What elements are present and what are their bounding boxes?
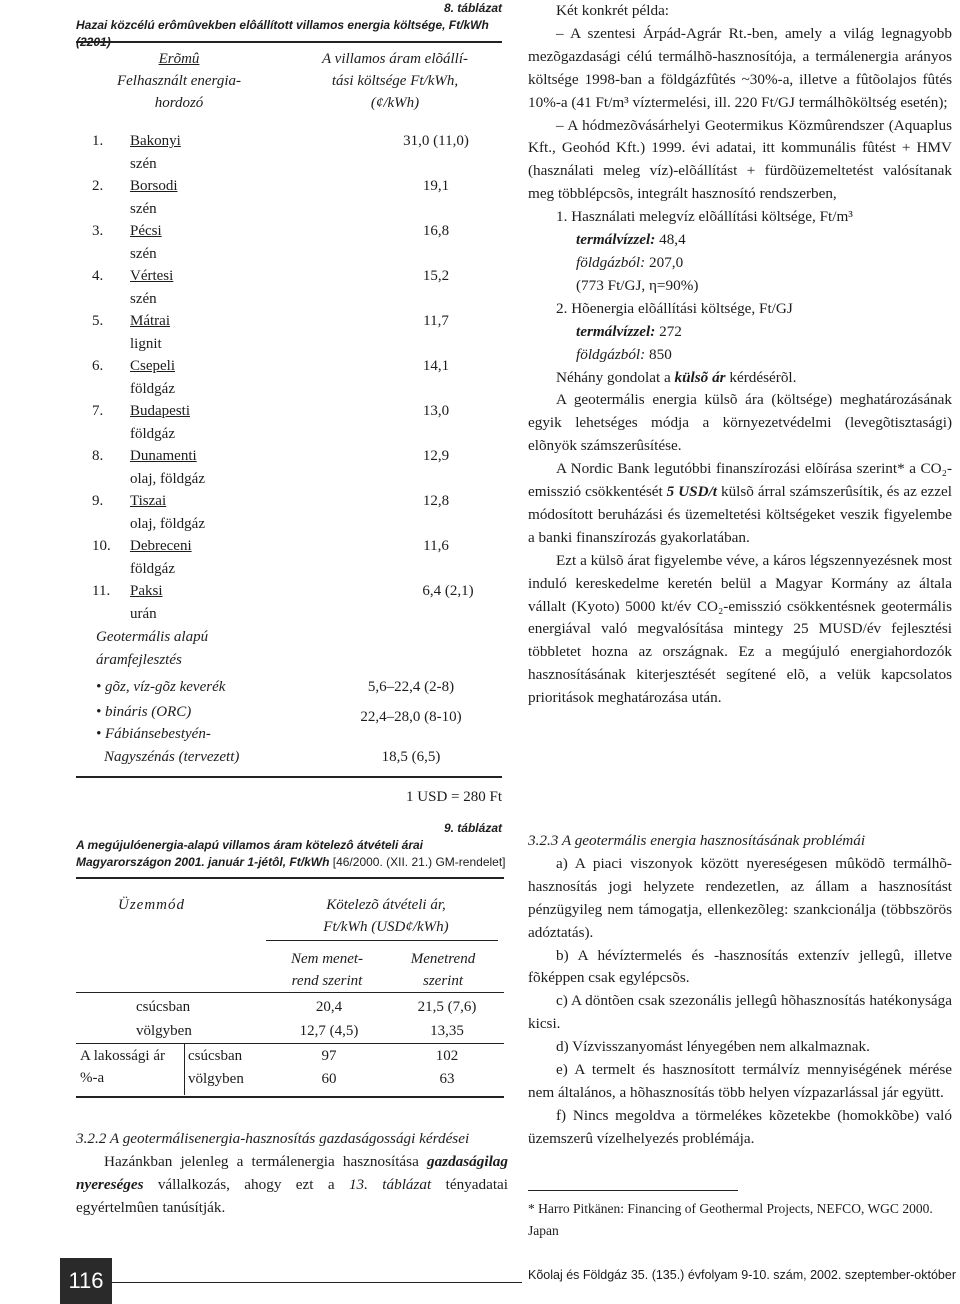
table-row: csúcsban	[188, 1048, 243, 1064]
list-item: b) A hévíztermelés és -hasznosítás extenzív jellegû, illetve fõképpen csak egylépcsõs.	[528, 946, 952, 987]
list-item: a) A piaci viszonyok között nyereségesen mûködõ termálhõ-hasznosítás jogi helyzete rendezetlen, az állam a hasznosítást pénzügyileg nem támogatja, ellenkezõleg: szankcionálja (többszörös adóztatás).	[528, 854, 952, 941]
paragraph: Ezt a külsõ árat figyelembe véve, a káros légszennyezésnek most induló kereskedelme keretén belül a Magyar Kormány az általa vállalt (Kyoto) 5000 kt/év CO₂-emisszió csökkentésnek geotermális energiával való megvalósítása mintegy 25 MUSD/év fejlesztési többletet hozna az országnak. Ez a megújuló energiahordozók hasznosításának kiterjesztését segítené elõ, a velük kapcsolatos prioritások meghatározása után.	[528, 551, 952, 707]
table9-h-mode: Üzemmód	[118, 897, 185, 913]
table9-sub-rule	[266, 940, 498, 941]
table9-bottom-rule	[76, 1096, 504, 1098]
list-item: földgázból: 207,0	[576, 253, 684, 271]
table9-title: A megújulóenergia-alapú villamos áram kötelezô átvételi árai Magyarországon 2001. január 1-jétôl, Ft/kWh [46/2000. (XII. 21.) GM-rendelet]	[76, 838, 506, 869]
table8-number: 8. táblázat	[443, 1, 502, 15]
section-322-heading: 3.2.2 A geotermálisenergia-hasznosítás gazdaságossági kérdései	[76, 1130, 470, 1147]
paragraph: Néhány gondolat a külsõ ár kérdésérõl.	[556, 368, 797, 386]
geo-row-2: • bináris (ORC)	[96, 704, 192, 720]
footer-rule-left	[112, 1282, 522, 1283]
paragraph: Két konkrét példa:	[556, 2, 670, 19]
journal-info: Kõolaj és Földgáz 35. (135.) évfolyam 9-10. szám, 2002. szeptember-október	[528, 1268, 956, 1282]
table-row: völgyben	[136, 1023, 192, 1039]
table8-col1-header: Erõmû Felhasznált energia- hordozó	[116, 51, 241, 111]
paragraph: A geotermális energia külsõ ára (költsége) meghatározásának egyik lehetséges módja a környezetvédelmi (levegõtisztasági) elõnyök számszerûsítése.	[528, 391, 952, 455]
section-322	[76, 1128, 508, 1220]
list-item: d) Vízvisszanyomást lényegében nem alkalmaznak.	[556, 1038, 870, 1056]
table8-title: Hazai közcélú erômûvekben elôállított villamos energia költsége, Ft/kWh	[76, 18, 489, 32]
table9-res-label: A lakossági ár %-a	[80, 1048, 165, 1086]
table9-mid-rule	[76, 992, 504, 993]
list-item: (773 Ft/GJ, η=90%)	[576, 276, 699, 294]
rate-note: 1 USD = 280 Ft	[406, 789, 502, 805]
geo-value-1: 5,6–22,4 (2-8)	[367, 679, 455, 695]
geo-row-1: • gõz, víz-gõz keverék	[96, 679, 226, 695]
section-323	[528, 830, 952, 1151]
geo-row-3: • Fábiánsebestyén- Nagyszénás (tervezett)	[96, 726, 240, 765]
table9-top-rule	[76, 877, 504, 879]
paragraph: – A hódmezõvásárhelyi Geotermikus Közmûrendszer (Aquaplus Kft., Geohód Kft.) 1999. évi adatai, itt kommunális fûtést + HMV (használati meleg víz)-elõállítást + fürdõüzemeltetést valósítanak meg többlépcsõs, integrált hasznosító rendszerben,	[528, 116, 952, 203]
list-item: földgázból: 850	[576, 345, 672, 363]
paragraph: A Nordic Bank legutóbbi finanszírozási elõírása szerint* a CO₂-emisszió csökkentését 5 USD/t külsõ árral számszerûsítik, és az ezzel módosított beruházási és üzemeltetési költségeket veszik figyelembe a banki finanszírozás gyakorlatában.	[528, 460, 952, 546]
table9-number: 9. táblázat	[443, 821, 502, 835]
footnote: * Harro Pitkänen: Financing of Geothermal Projects, NEFCO, WGC 2000. Japan	[528, 1201, 933, 1238]
table8-bottom-rule	[76, 776, 502, 778]
section-322-text: Hazánkban jelenleg a termálenergia hasznosítása gazdaságilag nyereséges vállalkozás, ahogy ezt a 13. táblázat tényadatai egyértelmûen tanúsítják.	[76, 1152, 509, 1216]
table9-h-sub2: Menetrend szerint	[410, 951, 476, 989]
table8-body: 1. Bakonyi szén 31,0 (11,0) 2. Borsodi szén 19,1 3. Pécsi szén 16,8 4. Vértesi szén 15,2 5. Mátrai lignit 11,7 6. Csepeli földgáz 14,1 7. Budapesti földgáz 13,0 8. Dunamenti olaj, földgáz 12,9 9. Tiszai olaj, földgáz 12,8 10. Debreceni földgáz 11,6 11. Paksi urán 6,4 (2,1)	[92, 133, 474, 622]
list-item: 1. Használati melegvíz elõállítási költsége, Ft/m³	[556, 208, 853, 226]
table9-res-vrule	[184, 1043, 185, 1095]
list-item: termálvízzel: 48,4	[576, 231, 686, 249]
list-item: 2. Hõenergia elõállítási költsége, Ft/GJ	[556, 299, 793, 317]
right-column	[528, 0, 952, 710]
table9-h-price: Kötelezõ átvételi ár, Ft/kWh (USD¢/kWh)	[323, 897, 449, 935]
footnote-rule	[528, 1190, 738, 1191]
table9-res-rule	[76, 1043, 504, 1044]
list-item: e) A termelt és hasznosított termálvíz mennyiségének mérése nem általános, a hõhasznosítás több helyen vízpazarlással jár együtt.	[528, 1061, 952, 1101]
table9-h-sub1: Nem menet- rend szerint	[290, 951, 364, 989]
table-row: csúcsban	[136, 999, 191, 1015]
table-row: völgyben	[188, 1071, 244, 1087]
geo-value-2: 22,4–28,0 (8-10)	[360, 709, 462, 725]
page-number: 116	[60, 1258, 112, 1304]
table8-col2-header: A villamos áram elõállí- tási költsége Ft/kWh, (¢/kWh)	[322, 51, 468, 111]
table9-body: csúcsban 20,4 21,5 (7,6) völgyben 12,7 (4,5) 13,35	[76, 996, 504, 1096]
list-item: c) A döntõen csak szezonális jellegû hõhasznosítás hatékonysága kicsi.	[528, 992, 952, 1033]
list-item: f) Nincs megoldva a törmelékes kõzetekbe (homokkõbe) való üzemszerû vízelhelyezés problémája.	[528, 1106, 952, 1147]
geo-heading: Geotermális alapú áramfejlesztés	[96, 629, 209, 668]
geo-value-3: 18,5 (6,5)	[381, 749, 441, 765]
list-item: termálvízzel: 272	[576, 322, 682, 340]
section-323-heading: 3.2.3 A geotermális energia hasznosításának problémái	[528, 832, 866, 849]
table8-top-rule	[76, 41, 502, 43]
paragraph: – A szentesi Árpád-Agrár Rt.-ben, amely a világ legnagyobb mezõgazdasági célú termálhõ-hasznosítója, a termálenergia arányos költsége 1998-ban a földgázfûtés ~30%-a, illetve a fûtõolajos fûtés 10%-a (41 Ft/m³ víztermelési, ill. 220 Ft/GJ termálhõköltség esetén);	[528, 24, 952, 111]
